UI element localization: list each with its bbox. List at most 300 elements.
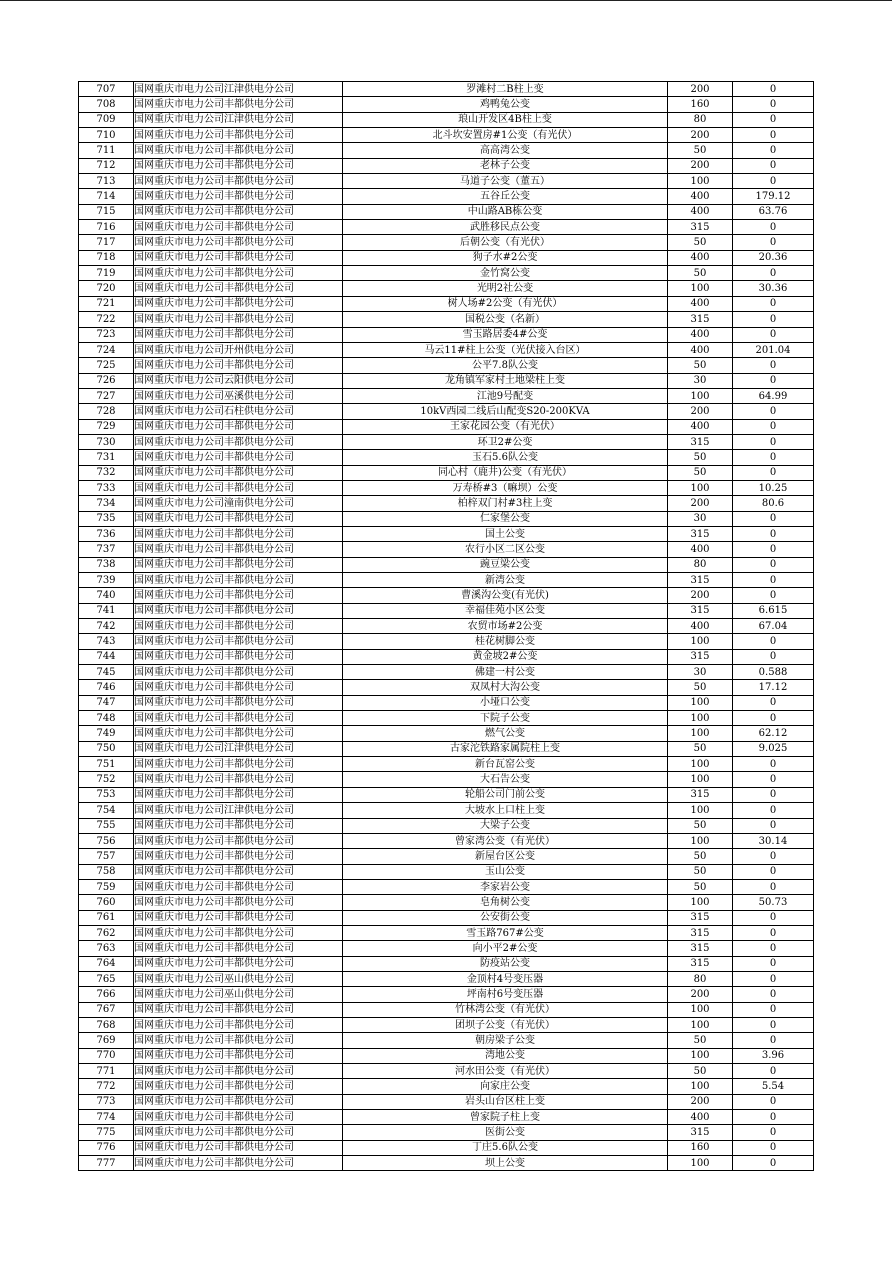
capacity: 50	[668, 849, 733, 864]
capacity: 315	[668, 956, 733, 971]
row-number: 767	[79, 1002, 134, 1017]
table-row	[79, 818, 814, 833]
row-number: 777	[79, 1156, 134, 1171]
table-row	[79, 1094, 814, 1109]
transformer-name: 仁家堡公变	[343, 511, 668, 526]
row-number: 755	[79, 818, 134, 833]
capacity: 50	[668, 818, 733, 833]
company-name: 国网重庆市电力公司丰都供电分公司	[134, 1156, 343, 1171]
transformer-name: 雪玉路居委4#公变	[343, 327, 668, 342]
row-number: 728	[79, 404, 134, 419]
company-name: 国网重庆市电力公司丰都供电分公司	[134, 619, 343, 634]
company-name: 国网重庆市电力公司丰都供电分公司	[134, 1140, 343, 1155]
company-name: 国网重庆市电力公司丰都供电分公司	[134, 726, 343, 741]
transformer-name: 后朝公变（有光伏）	[343, 235, 668, 250]
row-number: 759	[79, 879, 134, 894]
row-number: 736	[79, 526, 134, 541]
table-row	[79, 542, 814, 557]
transformer-name: 向小平2#公变	[343, 941, 668, 956]
row-number: 758	[79, 864, 134, 879]
table-row	[79, 189, 814, 204]
pv-value: 5.54	[733, 1079, 814, 1094]
row-number: 765	[79, 971, 134, 986]
table-row	[79, 373, 814, 388]
table-row	[79, 281, 814, 296]
table-row	[79, 526, 814, 541]
capacity: 200	[668, 588, 733, 603]
transformer-name: 马云11#柱上公变（光伏接入台区）	[343, 342, 668, 357]
table-row	[79, 404, 814, 419]
row-number: 730	[79, 434, 134, 449]
transformer-name: 湾地公变	[343, 1048, 668, 1063]
row-number: 746	[79, 680, 134, 695]
row-number: 752	[79, 772, 134, 787]
company-name: 国网重庆市电力公司丰都供电分公司	[134, 1110, 343, 1125]
row-number: 722	[79, 312, 134, 327]
company-name: 国网重庆市电力公司丰都供电分公司	[134, 1079, 343, 1094]
page-top-rule	[0, 0, 892, 1]
table-row	[79, 726, 814, 741]
capacity: 400	[668, 189, 733, 204]
pv-value: 0	[733, 803, 814, 818]
transformer-name: 树人场#2公变（有光伏）	[343, 296, 668, 311]
capacity: 80	[668, 557, 733, 572]
company-name: 国网重庆市电力公司丰都供电分公司	[134, 757, 343, 772]
pv-value: 0	[733, 711, 814, 726]
company-name: 国网重庆市电力公司丰都供电分公司	[134, 511, 343, 526]
pv-value: 0	[733, 404, 814, 419]
company-name: 国网重庆市电力公司丰都供电分公司	[134, 312, 343, 327]
transformer-name: 黄金坡2#公变	[343, 649, 668, 664]
capacity: 100	[668, 281, 733, 296]
pv-value: 0	[733, 419, 814, 434]
row-number: 734	[79, 496, 134, 511]
capacity: 400	[668, 250, 733, 265]
row-number: 717	[79, 235, 134, 250]
capacity: 200	[668, 1094, 733, 1109]
table-row	[79, 910, 814, 925]
company-name: 国网重庆市电力公司江津供电分公司	[134, 112, 343, 127]
transformer-name: 小垭口公变	[343, 695, 668, 710]
table-row	[79, 97, 814, 112]
table-row	[79, 895, 814, 910]
row-number: 709	[79, 112, 134, 127]
company-name: 国网重庆市电力公司江津供电分公司	[134, 803, 343, 818]
company-name: 国网重庆市电力公司丰都供电分公司	[134, 128, 343, 143]
pv-value: 0	[733, 526, 814, 541]
row-number: 756	[79, 833, 134, 848]
row-number: 749	[79, 726, 134, 741]
table-row	[79, 1125, 814, 1140]
capacity: 200	[668, 128, 733, 143]
capacity: 400	[668, 342, 733, 357]
pv-value: 0	[733, 235, 814, 250]
capacity: 100	[668, 388, 733, 403]
row-number: 769	[79, 1033, 134, 1048]
company-name: 国网重庆市电力公司丰都供电分公司	[134, 97, 343, 112]
table-row	[79, 128, 814, 143]
row-number: 711	[79, 143, 134, 158]
pv-value: 0	[733, 925, 814, 940]
capacity: 315	[668, 1125, 733, 1140]
pv-value: 0	[733, 818, 814, 833]
company-name: 国网重庆市电力公司江津供电分公司	[134, 741, 343, 756]
table-row	[79, 772, 814, 787]
pv-value: 0	[733, 82, 814, 97]
company-name: 国网重庆市电力公司丰都供电分公司	[134, 465, 343, 480]
table-row	[79, 711, 814, 726]
row-number: 754	[79, 803, 134, 818]
company-name: 国网重庆市电力公司丰都供电分公司	[134, 910, 343, 925]
capacity: 100	[668, 1156, 733, 1171]
pv-value: 0	[733, 143, 814, 158]
table-row	[79, 971, 814, 986]
capacity: 400	[668, 327, 733, 342]
transformer-name: 环卫2#公变	[343, 434, 668, 449]
row-number: 710	[79, 128, 134, 143]
capacity: 100	[668, 634, 733, 649]
capacity: 50	[668, 465, 733, 480]
pv-value: 0	[733, 97, 814, 112]
row-number: 753	[79, 787, 134, 802]
row-number: 732	[79, 465, 134, 480]
row-number: 768	[79, 1017, 134, 1032]
pv-value: 3.96	[733, 1048, 814, 1063]
capacity: 100	[668, 1017, 733, 1032]
pv-value: 179.12	[733, 189, 814, 204]
pv-value: 0	[733, 220, 814, 235]
company-name: 国网重庆市电力公司丰都供电分公司	[134, 833, 343, 848]
row-number: 725	[79, 358, 134, 373]
transformer-name: 下院子公变	[343, 711, 668, 726]
row-number: 743	[79, 634, 134, 649]
row-number: 723	[79, 327, 134, 342]
table-row	[79, 864, 814, 879]
pv-value: 0	[733, 772, 814, 787]
row-number: 714	[79, 189, 134, 204]
capacity: 315	[668, 312, 733, 327]
capacity: 100	[668, 757, 733, 772]
pv-value: 0	[733, 1125, 814, 1140]
company-name: 国网重庆市电力公司丰都供电分公司	[134, 665, 343, 680]
table-row	[79, 1048, 814, 1063]
company-name: 国网重庆市电力公司丰都供电分公司	[134, 818, 343, 833]
transformer-name: 马道子公变（董五）	[343, 174, 668, 189]
table-row	[79, 388, 814, 403]
capacity: 100	[668, 726, 733, 741]
company-name: 国网重庆市电力公司丰都供电分公司	[134, 956, 343, 971]
company-name: 国网重庆市电力公司丰都供电分公司	[134, 542, 343, 557]
table-row	[79, 1033, 814, 1048]
row-number: 775	[79, 1125, 134, 1140]
transformer-name: 河水田公变（有光伏）	[343, 1064, 668, 1079]
table-row	[79, 1064, 814, 1079]
company-name: 国网重庆市电力公司丰都供电分公司	[134, 1002, 343, 1017]
table-row	[79, 787, 814, 802]
company-name: 国网重庆市电力公司丰都供电分公司	[134, 174, 343, 189]
table-row	[79, 695, 814, 710]
pv-value: 0	[733, 112, 814, 127]
transformer-name: 大梁子公变	[343, 818, 668, 833]
table-row	[79, 174, 814, 189]
pv-value: 0	[733, 971, 814, 986]
transformer-name: 岩头山台区柱上变	[343, 1094, 668, 1109]
row-number: 764	[79, 956, 134, 971]
transformer-name: 金顶村4号变压器	[343, 971, 668, 986]
capacity: 50	[668, 358, 733, 373]
transformer-name: 公平7.8队公变	[343, 358, 668, 373]
capacity: 50	[668, 143, 733, 158]
pv-value: 0	[733, 588, 814, 603]
pv-value: 0	[733, 1094, 814, 1109]
row-number: 763	[79, 941, 134, 956]
pv-value: 30.14	[733, 833, 814, 848]
transformer-name: 佛建一村公变	[343, 665, 668, 680]
capacity: 160	[668, 1140, 733, 1155]
pv-value: 0	[733, 557, 814, 572]
table-row	[79, 879, 814, 894]
table-row	[79, 757, 814, 772]
capacity: 315	[668, 220, 733, 235]
table-row	[79, 665, 814, 680]
table-row	[79, 327, 814, 342]
table-row	[79, 833, 814, 848]
company-name: 国网重庆市电力公司丰都供电分公司	[134, 204, 343, 219]
company-name: 国网重庆市电力公司丰都供电分公司	[134, 649, 343, 664]
row-number: 716	[79, 220, 134, 235]
row-number: 742	[79, 619, 134, 634]
transformer-name: 国土公变	[343, 526, 668, 541]
transformer-name: 龙角镇军家村土地梁柱上变	[343, 373, 668, 388]
table-row	[79, 82, 814, 97]
row-number: 731	[79, 450, 134, 465]
pv-value: 201.04	[733, 342, 814, 357]
company-name: 国网重庆市电力公司丰都供电分公司	[134, 480, 343, 495]
table-row	[79, 603, 814, 618]
company-name: 国网重庆市电力公司丰都供电分公司	[134, 864, 343, 879]
row-number: 745	[79, 665, 134, 680]
capacity: 50	[668, 879, 733, 894]
table-row	[79, 434, 814, 449]
row-number: 773	[79, 1094, 134, 1109]
company-name: 国网重庆市电力公司丰都供电分公司	[134, 250, 343, 265]
pv-value: 0	[733, 787, 814, 802]
row-number: 744	[79, 649, 134, 664]
company-name: 国网重庆市电力公司丰都供电分公司	[134, 434, 343, 449]
company-name: 国网重庆市电力公司丰都供电分公司	[134, 526, 343, 541]
row-number: 772	[79, 1079, 134, 1094]
row-number: 757	[79, 849, 134, 864]
transformer-name: 双凤村大沟公变	[343, 680, 668, 695]
pv-value: 0	[733, 649, 814, 664]
capacity: 315	[668, 526, 733, 541]
pv-value: 0	[733, 573, 814, 588]
transformer-name: 高高湾公变	[343, 143, 668, 158]
transformer-name: 中山路AB栋公变	[343, 204, 668, 219]
company-name: 国网重庆市电力公司丰都供电分公司	[134, 419, 343, 434]
row-number: 762	[79, 925, 134, 940]
capacity: 100	[668, 803, 733, 818]
capacity: 200	[668, 404, 733, 419]
capacity: 200	[668, 82, 733, 97]
pv-value: 0	[733, 312, 814, 327]
pv-value: 0	[733, 987, 814, 1002]
row-number: 733	[79, 480, 134, 495]
table-row	[79, 143, 814, 158]
company-name: 国网重庆市电力公司丰都供电分公司	[134, 220, 343, 235]
transformer-name: 大坡水上口柱上变	[343, 803, 668, 818]
company-name: 国网重庆市电力公司石柱供电分公司	[134, 404, 343, 419]
capacity: 100	[668, 695, 733, 710]
transformer-name: 古家沱铁路家属院柱上变	[343, 741, 668, 756]
transformer-name: 新湾公变	[343, 573, 668, 588]
table-row	[79, 112, 814, 127]
table-row	[79, 1002, 814, 1017]
row-number: 740	[79, 588, 134, 603]
company-name: 国网重庆市电力公司巫山供电分公司	[134, 987, 343, 1002]
table-row	[79, 1079, 814, 1094]
transformer-name: 竹林湾公变（有光伏）	[343, 1002, 668, 1017]
table-row	[79, 158, 814, 173]
pv-value: 0	[733, 450, 814, 465]
row-number: 726	[79, 373, 134, 388]
table-row	[79, 235, 814, 250]
transformer-name: 罗滩村二B柱上变	[343, 82, 668, 97]
pv-value: 64.99	[733, 388, 814, 403]
capacity: 400	[668, 542, 733, 557]
row-number: 750	[79, 741, 134, 756]
pv-value: 20.36	[733, 250, 814, 265]
pv-value: 9.025	[733, 741, 814, 756]
pv-value: 0	[733, 327, 814, 342]
row-number: 712	[79, 158, 134, 173]
transformer-name: 大石告公变	[343, 772, 668, 787]
pv-value: 0	[733, 174, 814, 189]
transformer-name: 豌豆梁公变	[343, 557, 668, 572]
row-number: 748	[79, 711, 134, 726]
company-name: 国网重庆市电力公司巫山供电分公司	[134, 971, 343, 986]
row-number: 739	[79, 573, 134, 588]
capacity: 315	[668, 434, 733, 449]
company-name: 国网重庆市电力公司丰都供电分公司	[134, 573, 343, 588]
transformer-name: 向家庄公变	[343, 1079, 668, 1094]
capacity: 200	[668, 987, 733, 1002]
pv-value: 0	[733, 373, 814, 388]
capacity: 50	[668, 235, 733, 250]
table-row	[79, 1110, 814, 1125]
transformer-name: 北斗坎安置房#1公变（有光伏）	[343, 128, 668, 143]
company-name: 国网重庆市电力公司丰都供电分公司	[134, 1125, 343, 1140]
transformer-name: 琅山开发区4B柱上变	[343, 112, 668, 127]
table-row	[79, 250, 814, 265]
pv-value: 0	[733, 1017, 814, 1032]
pv-value: 17.12	[733, 680, 814, 695]
row-number: 724	[79, 342, 134, 357]
capacity: 400	[668, 619, 733, 634]
transformer-name: 五谷丘公变	[343, 189, 668, 204]
capacity: 200	[668, 158, 733, 173]
table-row	[79, 649, 814, 664]
company-name: 国网重庆市电力公司潼南供电分公司	[134, 496, 343, 511]
table-row	[79, 1017, 814, 1032]
capacity: 100	[668, 480, 733, 495]
transformer-name: 曾家湾公变（有光伏）	[343, 833, 668, 848]
transformer-name: 新台瓦窑公变	[343, 757, 668, 772]
pv-value: 0	[733, 1156, 814, 1171]
transformer-name: 曹溪沟公变(有光伏)	[343, 588, 668, 603]
transformer-name: 团坝子公变（有光伏）	[343, 1017, 668, 1032]
transformer-name: 光明2社公变	[343, 281, 668, 296]
row-number: 713	[79, 174, 134, 189]
pv-value: 0	[733, 879, 814, 894]
row-number: 729	[79, 419, 134, 434]
transformer-name: 新屋台区公变	[343, 849, 668, 864]
row-number: 720	[79, 281, 134, 296]
company-name: 国网重庆市电力公司江津供电分公司	[134, 82, 343, 97]
data-table	[78, 81, 814, 1171]
pv-value: 50.73	[733, 895, 814, 910]
company-name: 国网重庆市电力公司开州供电分公司	[134, 342, 343, 357]
capacity: 100	[668, 1002, 733, 1017]
pv-value: 0	[733, 128, 814, 143]
table-row	[79, 1140, 814, 1155]
pv-value: 63.76	[733, 204, 814, 219]
company-name: 国网重庆市电力公司丰都供电分公司	[134, 1017, 343, 1032]
transformer-name: 幸福佳苑小区公变	[343, 603, 668, 618]
table-row	[79, 573, 814, 588]
capacity: 80	[668, 971, 733, 986]
transformer-name: 公安街公变	[343, 910, 668, 925]
transformer-name: 国税公变（名新）	[343, 312, 668, 327]
pv-value: 30.36	[733, 281, 814, 296]
row-number: 760	[79, 895, 134, 910]
capacity: 100	[668, 1048, 733, 1063]
capacity: 50	[668, 1033, 733, 1048]
company-name: 国网重庆市电力公司丰都供电分公司	[134, 941, 343, 956]
pv-value: 0	[733, 158, 814, 173]
capacity: 200	[668, 496, 733, 511]
table-row	[79, 741, 814, 756]
row-number: 774	[79, 1110, 134, 1125]
capacity: 315	[668, 787, 733, 802]
capacity: 315	[668, 649, 733, 664]
company-name: 国网重庆市电力公司丰都供电分公司	[134, 235, 343, 250]
table-row	[79, 619, 814, 634]
transformer-name: 老林子公变	[343, 158, 668, 173]
table-row	[79, 925, 814, 940]
row-number: 741	[79, 603, 134, 618]
capacity: 100	[668, 772, 733, 787]
table-row	[79, 987, 814, 1002]
transformer-name: 玉山公变	[343, 864, 668, 879]
company-name: 国网重庆市电力公司丰都供电分公司	[134, 634, 343, 649]
company-name: 国网重庆市电力公司丰都供电分公司	[134, 557, 343, 572]
pv-value: 80.6	[733, 496, 814, 511]
transformer-name: 农行小区二区公变	[343, 542, 668, 557]
transformer-name: 武胜移民点公变	[343, 220, 668, 235]
capacity: 100	[668, 1079, 733, 1094]
row-number: 707	[79, 82, 134, 97]
capacity: 315	[668, 941, 733, 956]
capacity: 315	[668, 603, 733, 618]
company-name: 国网重庆市电力公司丰都供电分公司	[134, 158, 343, 173]
pv-value: 0	[733, 634, 814, 649]
row-number: 708	[79, 97, 134, 112]
company-name: 国网重庆市电力公司丰都供电分公司	[134, 358, 343, 373]
capacity: 50	[668, 450, 733, 465]
pv-value: 0	[733, 956, 814, 971]
transformer-name: 防疫站公变	[343, 956, 668, 971]
